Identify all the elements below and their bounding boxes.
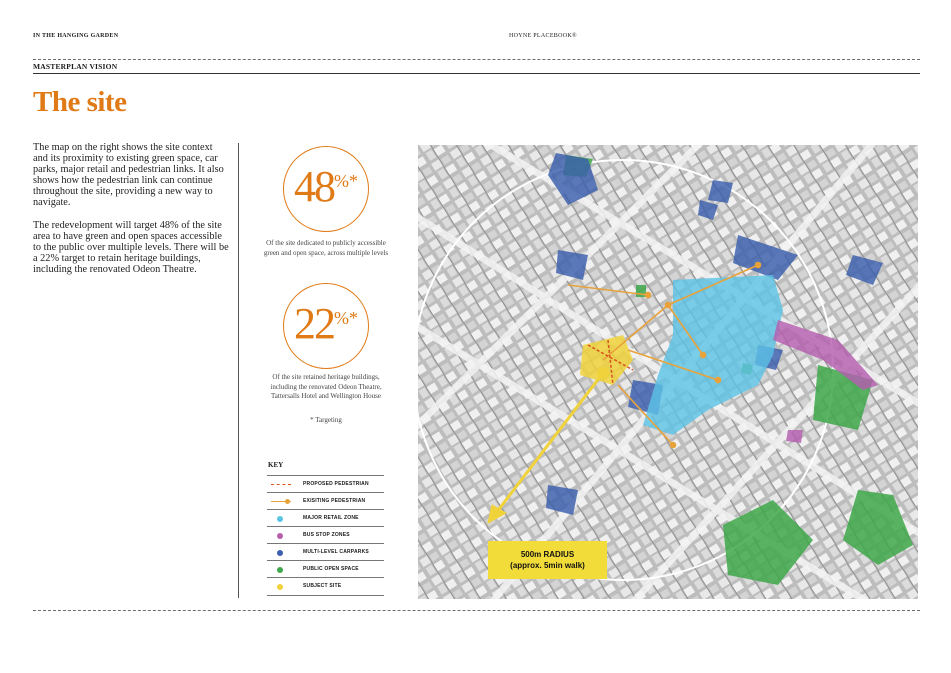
page-title: The site: [33, 86, 127, 118]
dotted-line-icon: [271, 501, 291, 502]
stat-48-caption: Of the site dedicated to publicly accessible green and open space, across multiple levels: [263, 239, 389, 257]
key-item-public-open-space: [267, 560, 384, 578]
key-item-label: MULTI-LEVEL CARPARKS: [303, 549, 369, 555]
dashed-line-icon: [271, 484, 291, 485]
section-label: MASTERPLAN VISION: [33, 62, 118, 71]
stat-22-caption: Of the site retained heritage buildings, including the renovated Odeon Theatre, Tattersalls Hotel and Wellington House: [270, 373, 382, 400]
bottom-dashed-rule: [33, 610, 920, 611]
key-title: KEY: [268, 461, 284, 469]
radius-label-box: [488, 541, 607, 579]
stat-22-value: [283, 299, 369, 348]
site-context-map: [418, 145, 918, 599]
subject-site-dot-icon: [277, 584, 283, 590]
footnote: * Targeting: [310, 416, 342, 424]
key-item-label: MAJOR RETAIL ZONE: [303, 515, 359, 521]
open-space-dot-icon: [277, 567, 283, 573]
stat-48-value: [283, 162, 369, 211]
body-paragraph-1: The map on the right shows the site context and its proximity to existing green space, car parks, major retail and pedestrian links. It also shows how the pedestrian link can continue throughout the site, providing a new way to navigate.: [33, 142, 224, 209]
key-item-subject-site: [267, 577, 384, 596]
carpark-dot-icon: [277, 550, 283, 556]
header-center-label: HOYNE PLACEBOOK®: [509, 33, 577, 39]
header-left-label: IN THE HANGING GARDEN: [33, 33, 119, 39]
bus-stop-dot-icon: [277, 533, 283, 539]
section-rule: [33, 73, 920, 74]
key-item-major-retail-zone: [267, 509, 384, 527]
stat-48-number: 48: [294, 162, 334, 211]
stat-22-number: 22: [294, 299, 334, 348]
key-item-label: BUS STOP ZONES: [303, 532, 350, 538]
radius-label-line1: 500m RADIUS: [520, 550, 575, 559]
top-dashed-rule: [33, 59, 920, 60]
key-item-label: PUBLIC OPEN SPACE: [303, 566, 359, 572]
key-item-label: SUBJECT SITE: [303, 583, 342, 589]
key-item-label: EXISITING PEDESTRIAN: [303, 498, 366, 504]
key-item-proposed-pedestrian: [267, 475, 384, 493]
key-item-label: PROPOSED PEDESTRIAN: [303, 481, 369, 487]
retail-dot-icon: [277, 516, 283, 522]
aerial-map-image: [418, 145, 918, 599]
stat-48-unit: %*: [334, 171, 358, 191]
column-divider: [238, 143, 239, 598]
stat-22-unit: %*: [334, 308, 358, 328]
key-item-existing-pedestrian: [267, 492, 384, 510]
radius-label-line2: (approx. 5min walk): [510, 561, 585, 570]
key-item-multi-level-carparks: [267, 543, 384, 561]
line-dot-icon: [285, 499, 290, 504]
body-paragraph-2: The redevelopment will target 48% of the site area to have green and open spaces accessible to the public over multiple levels. There will be a 22% target to retain heritage buildings, including the renovated Odeon Theatre.: [33, 220, 229, 276]
key-item-bus-stop-zones: [267, 526, 384, 544]
